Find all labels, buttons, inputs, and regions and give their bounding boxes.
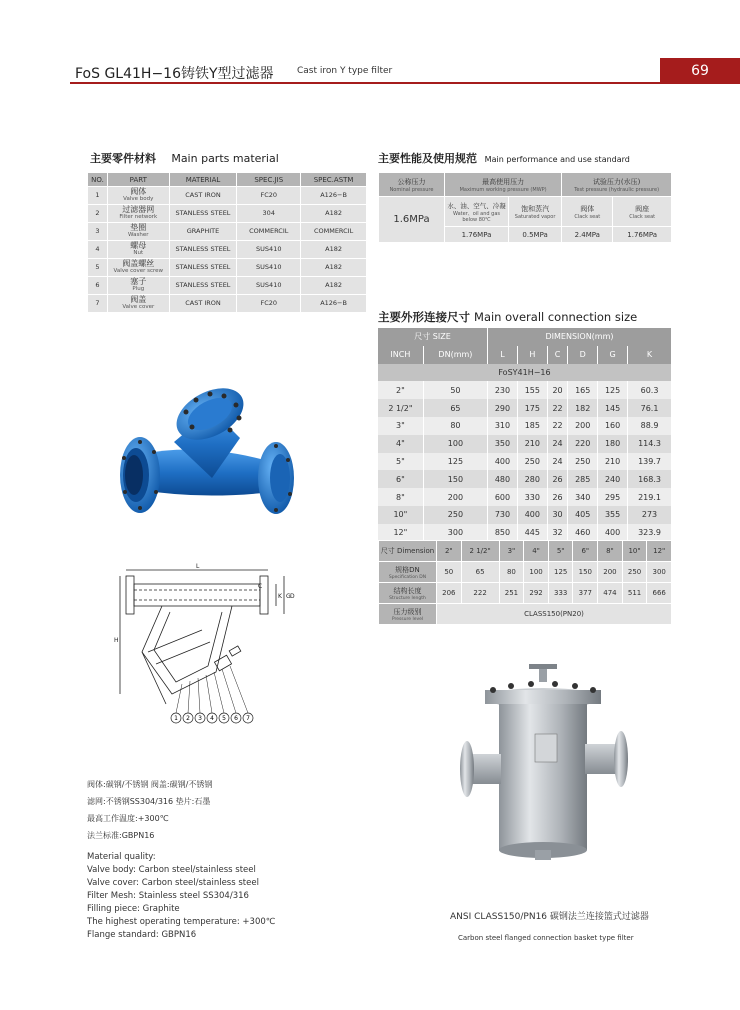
dims-cell: 400	[517, 506, 547, 524]
dims-cell: 323.9	[628, 524, 672, 542]
dims-cell: 6"	[378, 470, 423, 488]
perf-mwp-cn: 最高使用压力	[482, 177, 525, 186]
note-en-line: Valve body: Carbon steel/stainless steel	[87, 865, 256, 875]
cls-dn-cn: 规格DN	[395, 565, 420, 574]
parts-col-no: NO.	[88, 173, 108, 187]
dims-cell: 22	[547, 417, 568, 435]
cls-length-value: 377	[573, 583, 598, 604]
dims-cell: 210	[517, 435, 547, 453]
dims-row	[378, 506, 672, 524]
dims-row	[378, 417, 672, 435]
callout-number: 6	[234, 715, 238, 723]
page-number: 69	[660, 58, 740, 84]
dims-col-header: H	[517, 346, 547, 364]
dims-cell: 12"	[378, 524, 423, 542]
dim-label-k: K	[278, 593, 282, 600]
dims-col-header: G	[598, 346, 628, 364]
cls-dn-label	[379, 562, 437, 583]
parts-table	[87, 172, 367, 313]
parts-header-row	[88, 173, 367, 187]
dims-cell: 480	[488, 470, 518, 488]
perf-section-title	[378, 150, 630, 166]
perf-seat-cn: 阀座	[635, 204, 650, 213]
dims-row	[378, 399, 672, 417]
parts-astm: A126−B	[301, 295, 367, 313]
parts-astm: A182	[301, 259, 367, 277]
note-cn-line: 最高工作温度:+300℃	[87, 814, 169, 823]
dims-cell: 160	[598, 417, 628, 435]
dims-row	[378, 470, 672, 488]
perf-nominal-header	[379, 173, 445, 197]
dims-cell: 185	[517, 417, 547, 435]
note-en-line: Filter Mesh: Stainless steel SS304/316	[87, 891, 249, 901]
dims-cell: 250	[568, 453, 598, 471]
perf-nominal-value: 1.6MPa	[379, 197, 445, 243]
parts-astm: A182	[301, 205, 367, 223]
perf-test-en: Test pressure (hydraulic pressure)	[574, 186, 660, 193]
dims-cell: 65	[423, 399, 487, 417]
dims-cell: 273	[628, 506, 672, 524]
note-cn-line: 滤网:不锈钢SS304/316 垫片:石墨	[87, 797, 211, 806]
perf-steam-en: Saturated vapor	[514, 213, 556, 220]
dims-cell: 600	[488, 488, 518, 506]
parts-title-cn: 主要零件材料	[90, 152, 156, 165]
parts-jis: FC20	[237, 295, 301, 313]
callout-number: 2	[186, 715, 190, 723]
parts-part	[107, 187, 169, 205]
parts-col-material: MATERIAL	[169, 173, 237, 187]
parts-part	[107, 205, 169, 223]
parts-astm: A182	[301, 277, 367, 295]
dims-cell: 300	[423, 524, 487, 542]
note-en-line: Material quality:	[87, 852, 156, 862]
dims-cell: 88.9	[628, 417, 672, 435]
parts-astm: A126−B	[301, 187, 367, 205]
perf-title-cn: 主要性能及使用规范	[378, 152, 477, 165]
parts-title-en: Main parts material	[171, 152, 279, 165]
parts-part-cn: 塞子	[130, 277, 147, 286]
header-rule	[70, 82, 660, 84]
parts-part-cn: 过滤器网	[122, 205, 155, 214]
dims-title-en: Main overall connection size	[474, 310, 638, 324]
dims-dimension-label: DIMENSION(mm)	[488, 328, 672, 346]
cls-length-label	[379, 583, 437, 604]
parts-part-cn: 螺母	[130, 241, 147, 250]
callout-leader	[206, 675, 212, 713]
dims-cell: 180	[598, 435, 628, 453]
cls-length-value: 222	[461, 583, 499, 604]
note-en-line: The highest operating temperature: +300℃	[87, 917, 276, 927]
cls-length-value: 251	[499, 583, 524, 604]
cls-dimension-value: 8"	[598, 541, 623, 562]
dims-cell: 125	[598, 381, 628, 399]
dims-cell: 24	[547, 435, 568, 453]
cls-dn-value: 80	[499, 562, 524, 583]
cls-dn-value: 250	[622, 562, 647, 583]
cls-pressure-en: Pressure level	[391, 616, 424, 622]
cls-dimension-label: 尺寸 Dimension	[379, 541, 437, 562]
parts-part-cn: 阀盖	[130, 295, 147, 304]
cls-length-value: 511	[622, 583, 647, 604]
parts-astm: A182	[301, 241, 367, 259]
dims-cell: 355	[598, 506, 628, 524]
basket-caption-cn: ANSI CLASS150/PN16 碳钢法兰连接篮式过滤器	[450, 912, 649, 922]
dims-model: FoSY41H−16	[378, 364, 672, 382]
dims-cell: 405	[568, 506, 598, 524]
dims-cell: 168.3	[628, 470, 672, 488]
cls-dn-value: 50	[437, 562, 462, 583]
class-table	[378, 540, 672, 625]
dims-size-label: 尺寸 SIZE	[378, 328, 488, 346]
parts-material: CAST IRON	[169, 295, 237, 313]
cls-dimension-value: 6"	[573, 541, 598, 562]
parts-jis: SUS410	[237, 259, 301, 277]
parts-no: 6	[88, 277, 108, 295]
parts-part	[107, 277, 169, 295]
cls-length-value: 206	[437, 583, 462, 604]
dims-cell: 8"	[378, 488, 423, 506]
cls-dn-value: 300	[647, 562, 672, 583]
cls-dimension-value: 12"	[647, 541, 672, 562]
dims-cell: 219.1	[628, 488, 672, 506]
dims-cell: 350	[488, 435, 518, 453]
parts-astm: COMMERCIL	[301, 223, 367, 241]
perf-value-shell: 2.4MPa	[562, 227, 613, 243]
parts-part	[107, 295, 169, 313]
parts-jis: SUS410	[237, 241, 301, 259]
perf-value-steam: 0.5MPa	[509, 227, 562, 243]
callout-number: 7	[246, 715, 250, 723]
dims-cell: 80	[423, 417, 487, 435]
dims-row	[378, 524, 672, 542]
callout-number: 1	[174, 715, 178, 723]
dims-cell: 400	[598, 524, 628, 542]
parts-material: STANLESS STEEL	[169, 277, 237, 295]
callout-number: 4	[210, 715, 214, 723]
parts-row	[88, 259, 367, 277]
dims-cell: 730	[488, 506, 518, 524]
note-en-line: Flange standard: GBPN16	[87, 930, 197, 940]
parts-part-en: Valve cover screw	[113, 268, 164, 274]
dims-col-header: L	[488, 346, 518, 364]
dims-cell: 285	[568, 470, 598, 488]
dims-cell: 125	[423, 453, 487, 471]
cls-dimension-value: 2"	[437, 541, 462, 562]
cls-length-value: 333	[548, 583, 573, 604]
cls-dn-value: 100	[524, 562, 549, 583]
dims-col-header: D	[568, 346, 598, 364]
parts-part-en: Nut	[133, 250, 144, 256]
parts-col-astm: SPEC.ASTM	[301, 173, 367, 187]
dims-cell: 850	[488, 524, 518, 542]
cls-dn-value: 125	[548, 562, 573, 583]
dim-label-c: C	[258, 583, 263, 590]
dims-cell: 50	[423, 381, 487, 399]
perf-title-en: Main performance and use standard	[484, 155, 630, 164]
dims-cell: 330	[517, 488, 547, 506]
y-filter-photo	[112, 372, 300, 532]
dims-cell: 3"	[378, 417, 423, 435]
parts-material: GRAPHITE	[169, 223, 237, 241]
notes-en	[87, 851, 275, 942]
dims-cell: 10"	[378, 506, 423, 524]
parts-jis: 304	[237, 205, 301, 223]
cls-dimension-value: 4"	[524, 541, 549, 562]
dims-title-cn: 主要外形连接尺寸	[378, 310, 470, 324]
dims-cell: 200	[568, 417, 598, 435]
dims-section-title	[378, 309, 637, 325]
technical-drawing	[112, 563, 297, 727]
dims-cell: 32	[547, 524, 568, 542]
parts-part-cn: 阀体	[130, 187, 147, 196]
perf-nominal-cn: 公称压力	[397, 177, 426, 186]
parts-col-jis: SPEC.JIS	[237, 173, 301, 187]
parts-material: CAST IRON	[169, 187, 237, 205]
parts-no: 3	[88, 223, 108, 241]
callout-number: 5	[222, 715, 226, 723]
callout-leader	[198, 678, 200, 713]
callout-leader	[214, 672, 224, 713]
dims-cell: 26	[547, 488, 568, 506]
dims-cell: 250	[423, 506, 487, 524]
page-subtitle: Cast iron Y type filter	[297, 66, 393, 76]
dims-cell: 445	[517, 524, 547, 542]
parts-part-cn: 阀盖螺丝	[122, 259, 155, 268]
perf-mwp-en: Maximum working pressure (MWP)	[459, 186, 547, 193]
parts-no: 4	[88, 241, 108, 259]
dims-cell: 280	[517, 470, 547, 488]
parts-material: STANLESS STEEL	[169, 241, 237, 259]
cls-dn-value: 65	[461, 562, 499, 583]
cls-length-cn: 结构长度	[393, 586, 422, 595]
cls-length-value: 474	[598, 583, 623, 604]
parts-part-cn: 垫圈	[130, 223, 147, 232]
perf-seat-cell	[613, 197, 672, 227]
parts-part-en: Plug	[132, 286, 145, 292]
dims-cell: 30	[547, 506, 568, 524]
parts-row	[88, 295, 367, 313]
dimension-table	[378, 328, 672, 542]
parts-material: STANLESS STEEL	[169, 259, 237, 277]
dims-cell: 76.1	[628, 399, 672, 417]
cls-dimension-value: 5"	[548, 541, 573, 562]
dims-cell: 100	[423, 435, 487, 453]
dims-cell: 145	[598, 399, 628, 417]
parts-row	[88, 187, 367, 205]
dims-cell: 4"	[378, 435, 423, 453]
note-en-line: Filling piece: Graphite	[87, 904, 180, 914]
perf-shell-cn: 阀体	[580, 204, 595, 213]
perf-shell-en: Clack seat	[574, 213, 601, 220]
cls-length-value: 666	[647, 583, 672, 604]
callout-leader	[176, 684, 182, 713]
note-cn-line: 法兰标准:GBPN16	[87, 831, 155, 840]
dims-cell: 290	[488, 399, 518, 417]
cls-dimension-value: 3"	[499, 541, 524, 562]
dims-col-header: INCH	[378, 346, 423, 364]
dims-row	[378, 381, 672, 399]
dims-cell: 310	[488, 417, 518, 435]
dims-cell: 250	[517, 453, 547, 471]
perf-value-seat: 1.76MPa	[613, 227, 672, 243]
parts-part	[107, 259, 169, 277]
dims-col-header: DN(mm)	[423, 346, 487, 364]
dims-cell: 210	[598, 453, 628, 471]
dims-col-header: K	[628, 346, 672, 364]
dims-cell: 460	[568, 524, 598, 542]
parts-part-en: Valve cover	[122, 304, 155, 310]
dims-cell: 240	[598, 470, 628, 488]
dims-cell: 165	[568, 381, 598, 399]
dims-cell: 340	[568, 488, 598, 506]
basket-caption-en: Carbon steel flanged connection basket type filter	[458, 934, 634, 942]
parts-row	[88, 205, 367, 223]
dims-cell: 2"	[378, 381, 423, 399]
dims-row	[378, 488, 672, 506]
dims-row	[378, 435, 672, 453]
parts-no: 1	[88, 187, 108, 205]
notes-cn	[87, 776, 212, 844]
cls-dn-en: Specification DN	[388, 574, 427, 580]
perf-water-cell	[445, 197, 509, 227]
dim-label-d: D	[290, 593, 295, 600]
dim-label-g: G	[286, 593, 291, 600]
dims-cell: 5"	[378, 453, 423, 471]
cls-pressure-cn: 压力级别	[393, 607, 422, 616]
parts-jis: COMMERCIL	[237, 223, 301, 241]
parts-part	[107, 241, 169, 259]
parts-part-en: Washer	[128, 232, 149, 238]
dims-cell: 295	[598, 488, 628, 506]
parts-part-en: Filter network	[119, 214, 158, 220]
note-cn-line: 阀体:碳钢/不锈钢 阀盖:碳钢/不锈钢	[87, 780, 213, 789]
parts-part-en: Valve body	[123, 196, 154, 202]
parts-row	[88, 277, 367, 295]
parts-part	[107, 223, 169, 241]
dims-cell: 139.7	[628, 453, 672, 471]
cls-dimension-value: 10"	[622, 541, 647, 562]
dims-row	[378, 453, 672, 471]
parts-material: STANLESS STEEL	[169, 205, 237, 223]
dims-cell: 60.3	[628, 381, 672, 399]
parts-section-title	[90, 150, 279, 166]
callout-leader	[230, 666, 248, 713]
dims-cell: 182	[568, 399, 598, 417]
dims-cell: 26	[547, 470, 568, 488]
dims-cell: 175	[517, 399, 547, 417]
perf-shell-cell	[562, 197, 613, 227]
perf-steam-cell	[509, 197, 562, 227]
dims-cell: 230	[488, 381, 518, 399]
cls-dimension-value: 2 1/2"	[461, 541, 499, 562]
dims-cell: 24	[547, 453, 568, 471]
parts-row	[88, 241, 367, 259]
cls-length-en: Structure length	[389, 595, 426, 601]
perf-test-header	[562, 173, 672, 197]
performance-table	[378, 172, 672, 243]
dims-cell: 220	[568, 435, 598, 453]
perf-steam-cn: 饱和蒸汽	[521, 204, 550, 213]
perf-water-cn: 水、油、空气、冷凝	[447, 201, 506, 210]
parts-no: 5	[88, 259, 108, 277]
perf-mwp-header	[445, 173, 562, 197]
perf-nominal-en: Nominal pressure	[389, 186, 434, 193]
perf-water-en: Water、oil and gas below 80℃	[452, 210, 501, 223]
page-title: FoS GL41H−16铸铁Y型过滤器	[75, 66, 274, 82]
dims-cell: 20	[547, 381, 568, 399]
cls-pressure-value: CLASS150(PN20)	[437, 604, 672, 625]
cls-length-value: 292	[524, 583, 549, 604]
basket-filter-photo	[455, 664, 635, 868]
parts-row	[88, 223, 367, 241]
perf-test-cn: 试验压力(水压)	[592, 177, 641, 186]
cls-pressure-label	[379, 604, 437, 625]
parts-no: 7	[88, 295, 108, 313]
parts-jis: FC20	[237, 187, 301, 205]
dims-cell: 2 1/2"	[378, 399, 423, 417]
note-en-line: Valve cover: Carbon steel/stainless steel	[87, 878, 259, 888]
dims-cell: 22	[547, 399, 568, 417]
dims-cell: 400	[488, 453, 518, 471]
dims-col-header: C	[547, 346, 568, 364]
perf-seat-en: Clack seat	[629, 213, 656, 220]
perf-value-water: 1.76MPa	[445, 227, 509, 243]
parts-jis: SUS410	[237, 277, 301, 295]
cls-dn-value: 150	[573, 562, 598, 583]
dims-cell: 200	[423, 488, 487, 506]
dims-cell: 155	[517, 381, 547, 399]
dims-cell: 114.3	[628, 435, 672, 453]
callout-number: 3	[198, 715, 202, 723]
parts-no: 2	[88, 205, 108, 223]
dim-label-h: H	[114, 637, 119, 644]
cls-dn-value: 200	[598, 562, 623, 583]
dim-label-l: L	[196, 563, 200, 570]
dims-cell: 150	[423, 470, 487, 488]
parts-col-part: PART	[107, 173, 169, 187]
